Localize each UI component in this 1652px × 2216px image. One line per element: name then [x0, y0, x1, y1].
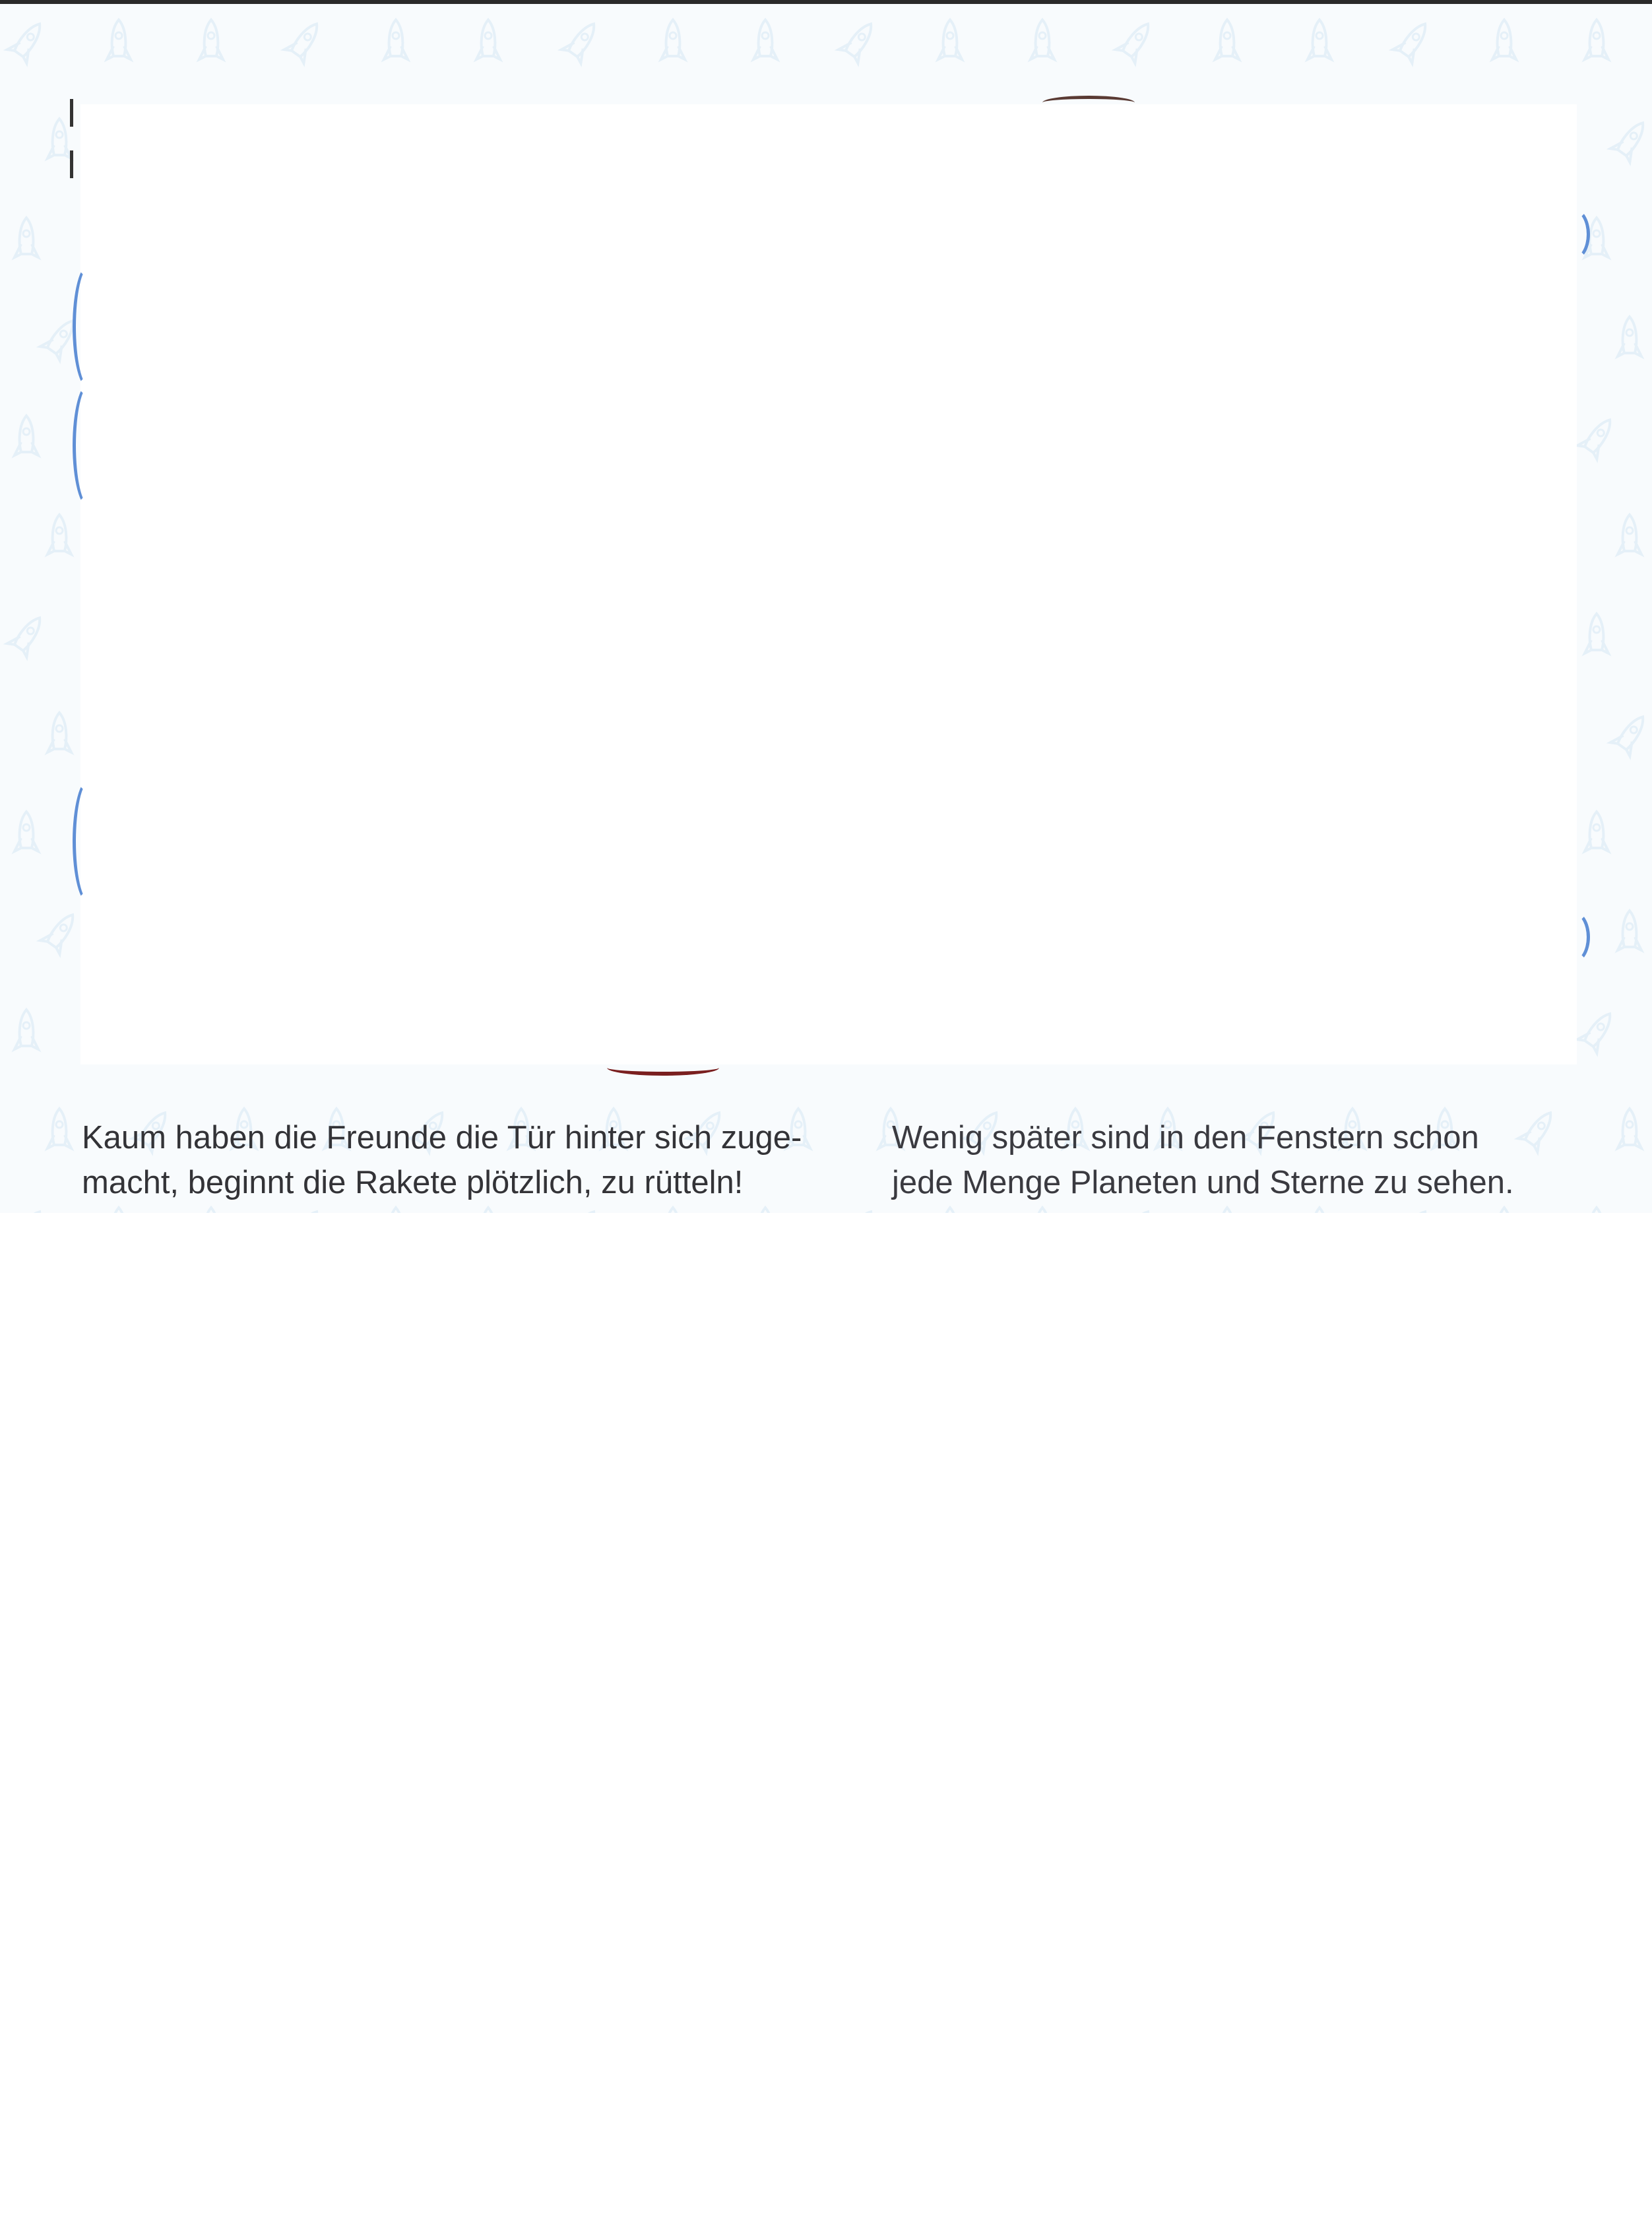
rocket-icon	[1031, 20, 1054, 59]
caption-left	[82, 1115, 860, 1205]
rocket-icon	[48, 713, 71, 752]
clipped-text-fragment	[66, 99, 79, 178]
rocket-icon	[1116, 1205, 1158, 1213]
rocket-icon	[1577, 1007, 1620, 1053]
rocket-icon	[48, 515, 71, 554]
rocket-icon	[1215, 1208, 1239, 1213]
rocket-icon	[15, 218, 38, 257]
rocket-icon	[839, 17, 881, 63]
rocket-icon	[384, 1208, 408, 1213]
rocket-icon	[661, 1208, 685, 1213]
rocket-icon	[1308, 20, 1331, 59]
rocket-icon	[753, 20, 777, 59]
rocket-icon	[1618, 1109, 1641, 1148]
rocket-icon	[661, 20, 685, 59]
rocket-icon	[1116, 17, 1158, 63]
caption-right-line-1: Wenig später sind in den Fenstern schon	[892, 1120, 1479, 1156]
rocket-icon	[1393, 1205, 1435, 1213]
rocket-icon	[938, 20, 962, 59]
rocket-icon	[1618, 911, 1641, 950]
rocket-icon	[107, 1208, 131, 1213]
rocket-icon	[284, 17, 327, 63]
rocket-icon	[1308, 1208, 1331, 1213]
illustration-edge-left	[73, 264, 106, 389]
rocket-icon	[40, 908, 82, 954]
rocket-icon	[1393, 17, 1435, 63]
rocket-icon	[476, 20, 500, 59]
rocket-icon	[753, 1208, 777, 1213]
rocket-icon	[561, 17, 604, 63]
rocket-icon	[938, 1208, 962, 1213]
caption-right	[892, 1115, 1572, 1205]
illustration-edge-right	[1557, 911, 1590, 963]
rocket-icon	[15, 416, 38, 455]
rocket-icon	[1610, 710, 1652, 756]
rocket-icon	[284, 1205, 327, 1213]
illustration-edge-left	[73, 383, 106, 508]
illustration-edge-right	[1557, 208, 1590, 261]
rocket-icon	[1577, 413, 1620, 459]
rocket-icon	[384, 20, 408, 59]
rocket-icon	[199, 20, 223, 59]
rocket-icon	[1585, 20, 1608, 59]
rocket-icon	[1610, 116, 1652, 162]
rocket-icon	[1031, 1208, 1054, 1213]
rocket-icon	[48, 1109, 71, 1148]
rocket-icon	[7, 611, 49, 657]
rocket-icon	[1492, 20, 1516, 59]
illustration-area	[80, 104, 1577, 1064]
rocket-icon	[15, 1010, 38, 1049]
rocket-icon	[476, 1208, 500, 1213]
rocket-icon	[1585, 812, 1608, 851]
illustration-edge-left	[73, 779, 106, 904]
rocket-icon	[7, 1205, 49, 1213]
rocket-icon	[1585, 1208, 1608, 1213]
rocket-icon	[561, 1205, 604, 1213]
rocket-icon	[1618, 317, 1641, 356]
rocket-icon	[839, 1205, 881, 1213]
caption-right-line-2: jede Menge Planeten und Sterne zu sehen.	[892, 1165, 1514, 1200]
rocket-icon	[1215, 20, 1239, 59]
illustration-edge-bottom	[607, 1060, 719, 1076]
rocket-icon	[1492, 1208, 1516, 1213]
rocket-icon	[199, 1208, 223, 1213]
rocket-icon	[1585, 614, 1608, 653]
rocket-icon	[7, 17, 49, 63]
rocket-icon	[1618, 515, 1641, 554]
blank-scan-area	[0, 1213, 1652, 2216]
caption-left-line-1: Kaum haben die Freunde die Tür hinter sich zuge-	[82, 1120, 802, 1156]
rocket-icon	[15, 812, 38, 851]
rocket-icon	[107, 20, 131, 59]
caption-left-line-2: macht, beginnt die Rakete plötzlich, zu rütteln!	[82, 1165, 744, 1200]
